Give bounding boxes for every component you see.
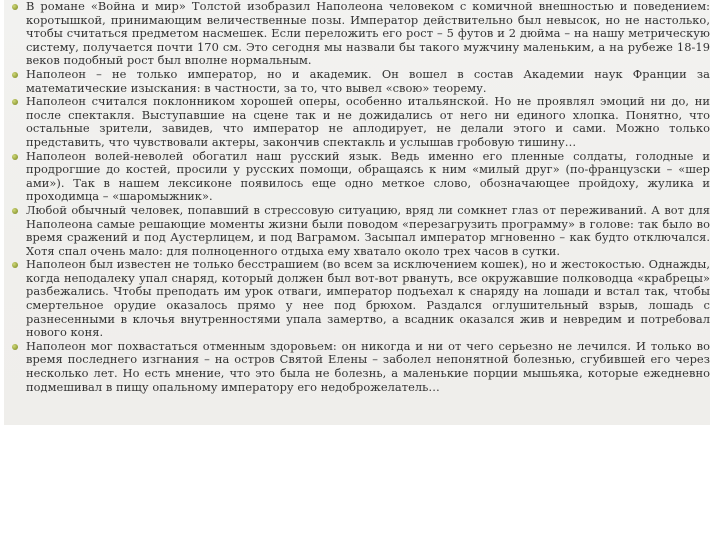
bullet-item-3 [26, 95, 710, 149]
bullet-text: Наполеон волей-неволей обогатил наш русский язык. Ведь именно его пленные солдаты, голодные и продрогшие до костей, просили у русских помощи, обращаясь к ним «милый друг» (по-французски – «шер ами»). Так в нашем лексиконе появилось еще одно меткое слово, обозначающее пройдоху, жулика и проходимца – «шаромыжник». [26, 148, 710, 204]
bullet-dot-icon [12, 4, 18, 10]
bullet-dot-icon [12, 208, 18, 214]
bullet-item-4 [26, 150, 710, 204]
bullet-item-6 [26, 258, 710, 340]
bullet-dot-icon [12, 344, 18, 350]
bullet-item-1 [26, 0, 710, 68]
bullet-text: Наполеон был известен не только бесстрашием (во всем за исключением кошек), но и жестокостью. Однажды, когда неподалеку упал снаряд, который должен был вот-вот рвануть, все окружавшие полководца «крабрецы» разбежались. Чтобы преподать им урок отваги, император подъехал к снаряду на лошади и встал так, чтобы смертельное орудие оказалось прямо у нее под брюхом. Раздался оглушительный взрыв, лошадь с разнесенными в клочья внутренностями упала замертво, а всадник оказался жив и невредим и потребовал нового коня. [26, 257, 710, 340]
bullet-item-5 [26, 204, 710, 258]
text-panel [4, 0, 710, 425]
bullet-dot-icon [12, 262, 18, 268]
bullet-list [4, 0, 710, 394]
bullet-dot-icon [12, 72, 18, 78]
bullet-dot-icon [12, 99, 18, 105]
bullet-dot-icon [12, 154, 18, 160]
bullet-text: Наполеон – не только император, но и академик. Он вошел в состав Академии наук Франции за математические изыскания: в частности, за то, что вывел «свою» теорему. [26, 66, 710, 95]
bullet-item-2 [26, 68, 710, 95]
bullet-text: В романе «Война и мир» Толстой изобразил Наполеона человеком с комичной внешностью и поведением: коротышкой, принимающим величественные позы. Император действительно был невысок, но не настолько, чтобы считаться предметом насмешек. Если переложить его рост – 5 футов и 2 дюйма – на нашу метрическую систему, получается почти 170 см. Это сегодня мы назвали бы такого мужчину маленьким, а на рубеже 18-19 веков подобный рост был вполне нормальным. [26, 0, 710, 68]
bullet-text: Любой обычный человек, попавший в стрессовую ситуацию, вряд ли сомкнет глаз от переживаний. А вот для Наполеона самые решающие моменты жизни были поводом «перезагрузить программу» в голове: так было во время сражений и под Аустерлицем, и под Ваграмом. Засыпал император мгновенно – как будто отключался. Хотя спал очень мало: для полноценного отдыха ему хватало около трех часов в сутки. [26, 202, 710, 258]
bullet-text: Наполеон считался поклонником хорошей оперы, особенно итальянской. Но не проявлял эмоций ни до, ни после спектакля. Выступавшие на сцене так и не дожидались от него ни единого хлопка. Понятно, что остальные зрители, завидев, что император не аплодирует, не делали этого и сами. Можно только представить, что чувствовали актеры, закончив спектакль и услышав гробовую тишину… [26, 94, 710, 149]
bullet-item-7 [26, 340, 710, 394]
bullet-text: Наполеон мог похвастаться отменным здоровьем: он никогда и ни от чего серьезно не лечился. И только во время последнего изгнания – на остров Святой Елены – заболел непонятной болезнью, сгубившей его через несколько лет. Но есть мнение, что это была не болезнь, а маленькие порции мышьяка, которые ежедневно подмешивал в пищу опальному императору его недоброжелатель… [26, 338, 710, 394]
